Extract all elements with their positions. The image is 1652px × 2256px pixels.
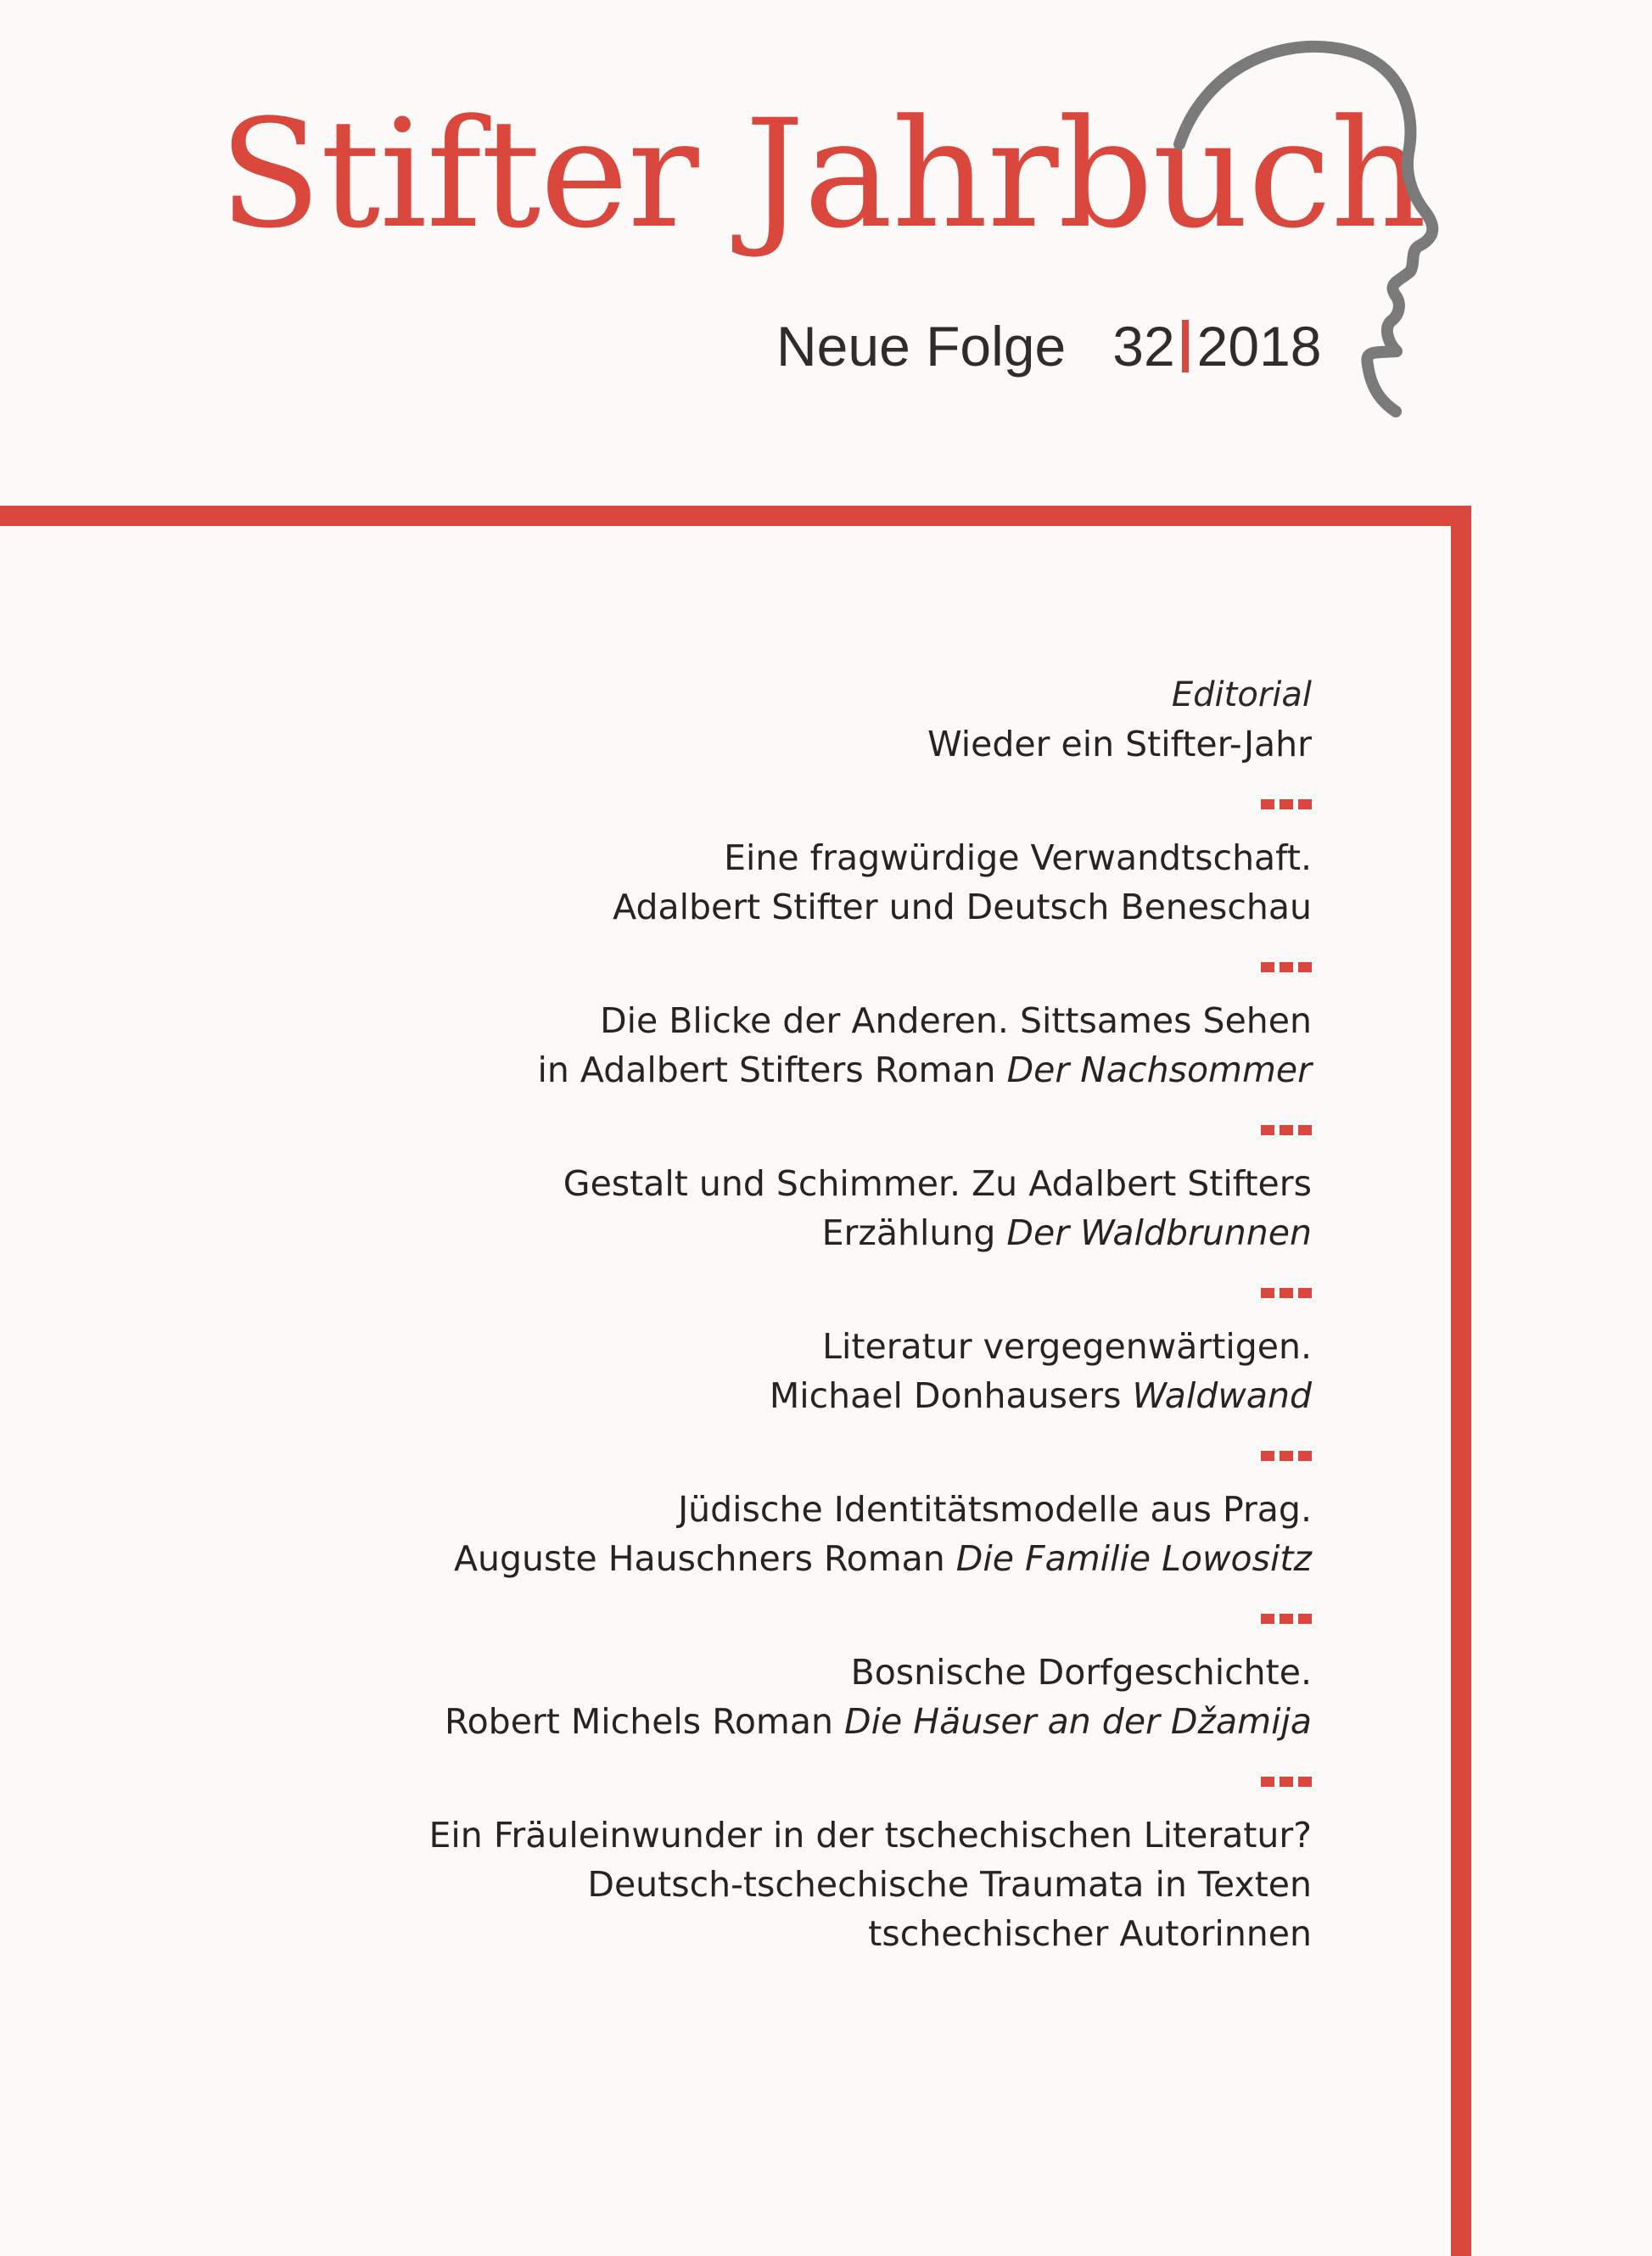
red-square: [1280, 1288, 1293, 1298]
red-square: [1280, 1125, 1293, 1135]
toc-entry: [255, 1159, 1312, 1257]
toc-entry-editorial: [255, 670, 1312, 769]
work-title: Waldwand: [1132, 1375, 1312, 1416]
red-square: [1280, 799, 1293, 809]
red-square: [1261, 1451, 1274, 1461]
red-frame-top: [0, 506, 1471, 526]
three-red-squares-icon: [255, 799, 1312, 809]
work-title: Die Familie Lowositz: [955, 1538, 1312, 1579]
toc-entry-line: Jüdische Identitätsmodelle aus Prag.: [678, 1489, 1312, 1530]
red-square: [1261, 1125, 1274, 1135]
red-square: [1261, 1777, 1274, 1787]
three-red-squares-icon: [255, 962, 1312, 972]
toc-entry: [255, 1485, 1312, 1583]
red-square: [1261, 799, 1274, 809]
red-square: [1298, 1451, 1312, 1461]
red-frame-right: [1451, 506, 1471, 2256]
toc-entry: [255, 996, 1312, 1094]
table-of-contents: [255, 670, 1312, 1989]
toc-entry-line: Die Blicke der Anderen. Sittsames Sehen: [600, 1000, 1312, 1041]
toc-entry-line: Robert Michels Roman Die Häuser an der Džamija: [444, 1701, 1312, 1742]
toc-entry-line: Erzählung Der Waldbrunnen: [821, 1212, 1312, 1253]
toc-label-editorial: Editorial: [1171, 675, 1312, 714]
red-square: [1298, 1288, 1312, 1298]
toc-entry-line: tschechischer Autorinnen: [868, 1913, 1312, 1954]
work-title: Der Waldbrunnen: [1006, 1212, 1312, 1253]
toc-entry: [255, 1322, 1312, 1420]
toc-entry-line: Deutsch-tschechische Traumata in Texten: [587, 1864, 1312, 1905]
toc-entry: [255, 1811, 1312, 1958]
toc-entry-line: Gestalt und Schimmer. Zu Adalbert Stifters: [563, 1163, 1312, 1204]
work-title: Der Nachsommer: [1006, 1050, 1312, 1090]
red-square: [1298, 1125, 1312, 1135]
volume-number: 32: [1112, 315, 1175, 378]
three-red-squares-icon: [255, 1614, 1312, 1624]
three-red-squares-icon: [255, 1125, 1312, 1135]
red-square: [1280, 1451, 1293, 1461]
toc-entry: [255, 833, 1312, 932]
red-square: [1261, 1614, 1274, 1624]
red-square: [1280, 1777, 1293, 1787]
red-square: [1298, 1777, 1312, 1787]
journal-title: Stifter Jahrbuch: [219, 87, 1426, 261]
red-square: [1298, 799, 1312, 809]
red-square: [1261, 962, 1274, 972]
volume-line: [776, 315, 1322, 378]
toc-entry-line: Literatur vergegenwärtigen.: [822, 1326, 1312, 1367]
series-label: Neue Folge: [776, 315, 1067, 378]
toc-entry-title: Wieder ein Stifter-Jahr: [927, 724, 1312, 764]
toc-entry-line: Eine fragwürdige Verwandtschaft.: [724, 837, 1312, 878]
toc-entry-line: Ein Fräuleinwunder in der tschechischen Literatur?: [428, 1815, 1312, 1856]
volume-year-separator: [1182, 320, 1189, 372]
red-square: [1280, 962, 1293, 972]
toc-entry-line: in Adalbert Stifters Roman Der Nachsommer: [537, 1050, 1312, 1090]
volume-year: 2018: [1196, 315, 1322, 378]
red-square: [1298, 962, 1312, 972]
work-title: Die Häuser an der Džamija: [844, 1701, 1312, 1742]
toc-entry-line: Bosnische Dorfgeschichte.: [850, 1652, 1312, 1693]
three-red-squares-icon: [255, 1451, 1312, 1461]
three-red-squares-icon: [255, 1777, 1312, 1787]
toc-entry-line: Adalbert Stifter und Deutsch Beneschau: [613, 887, 1312, 927]
red-square: [1261, 1288, 1274, 1298]
red-square: [1298, 1614, 1312, 1624]
three-red-squares-icon: [255, 1288, 1312, 1298]
toc-entry: [255, 1648, 1312, 1746]
red-square: [1280, 1614, 1293, 1624]
toc-entry-line: Auguste Hauschners Roman Die Familie Lowositz: [453, 1538, 1312, 1579]
toc-entry-line: Michael Donhausers Waldwand: [769, 1375, 1312, 1416]
